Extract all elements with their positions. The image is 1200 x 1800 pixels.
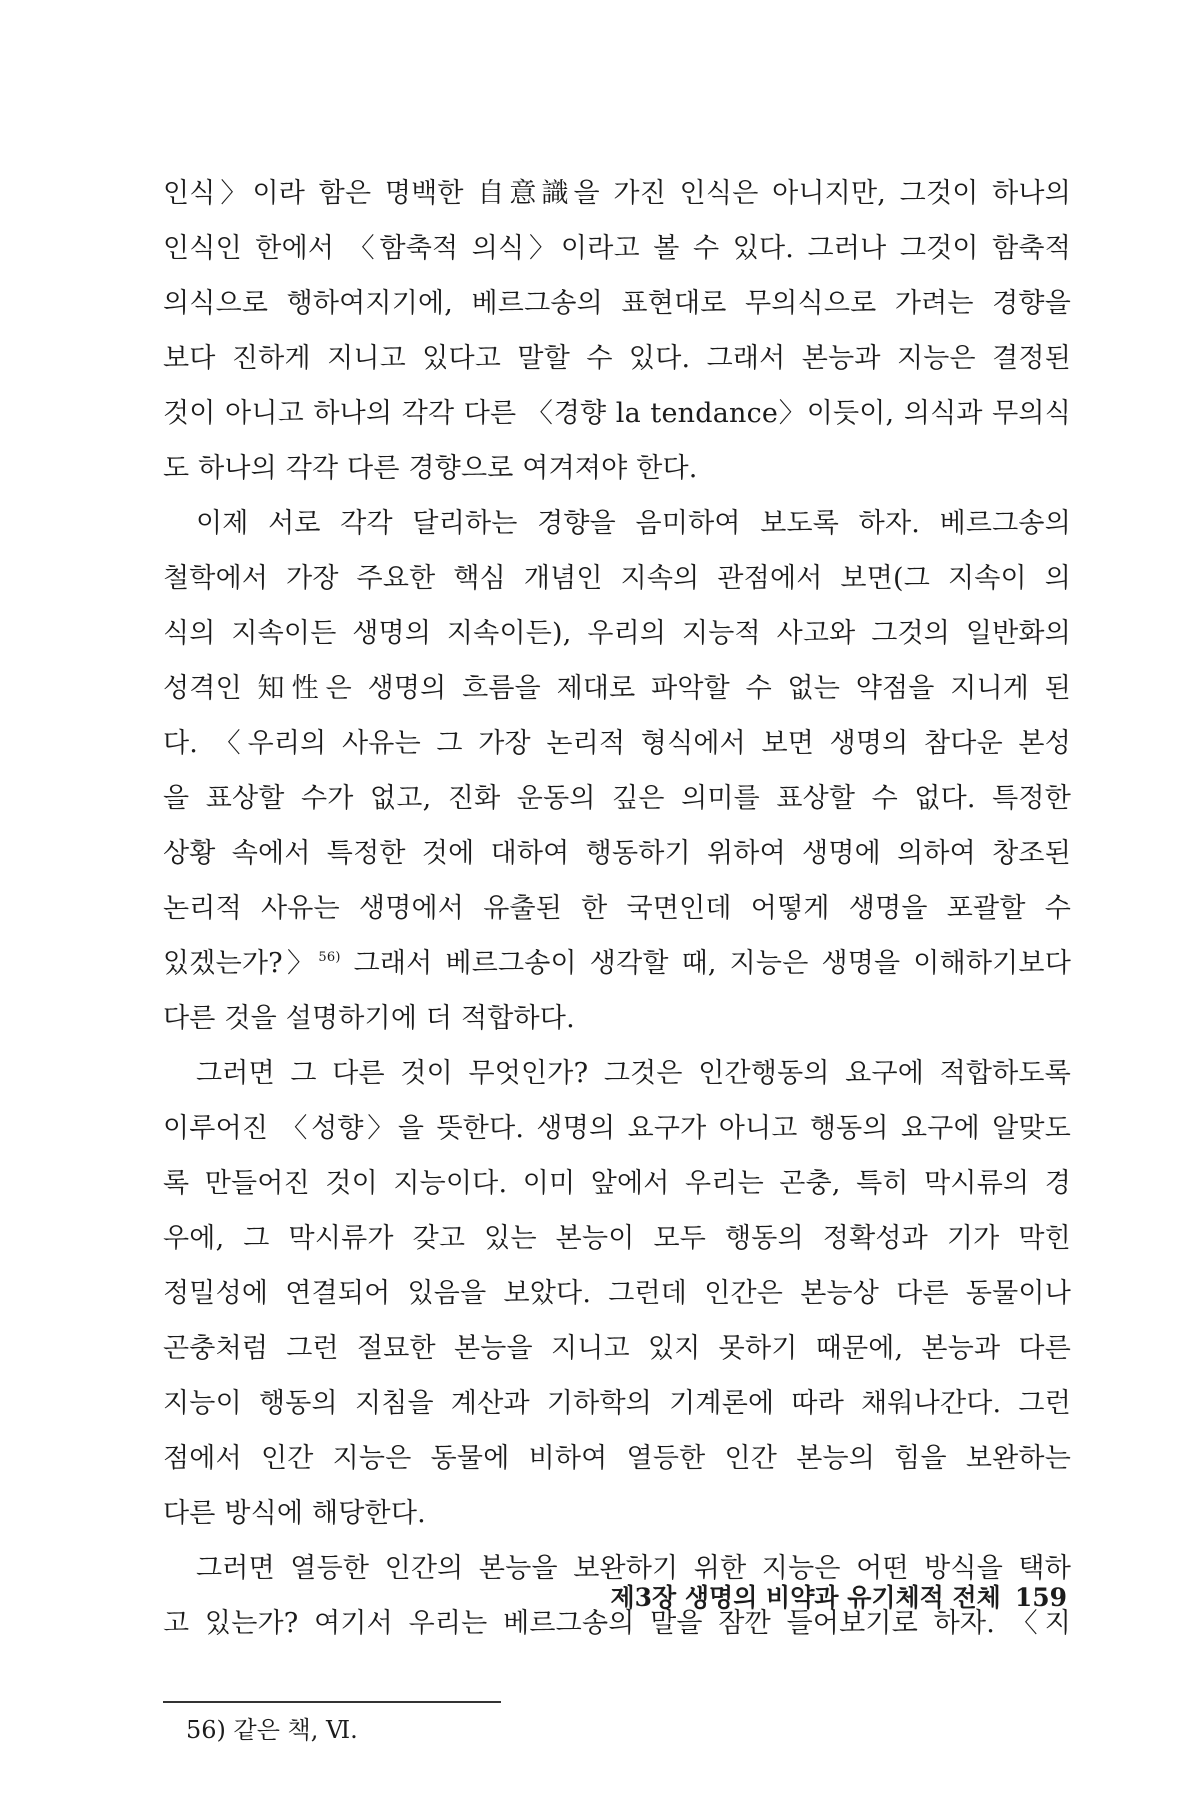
footnote-reference: 56) xyxy=(318,950,341,965)
text-line: 을 표상할 수가 없고, 진화 운동의 깊은 의미를 표상할 수 없다. 특정한 xyxy=(163,783,1071,814)
text-line: 다른 것을 설명하기에 더 적합하다. xyxy=(163,1003,575,1034)
paragraph xyxy=(163,496,1071,1046)
text-line: 다. 〈우리의 사유는 그 가장 논리적 형식에서 보면 생명의 참다운 본성 xyxy=(163,728,1071,759)
page-footer xyxy=(0,1578,1067,1618)
text-line: 곤충처럼 그런 절묘한 본능을 지니고 있지 못하기 때문에, 본능과 다른 xyxy=(163,1333,1071,1364)
paragraph xyxy=(163,1046,1071,1541)
text-line: 그러면 열등한 인간의 본능을 보완하기 위한 지능은 어떤 방식을 택하 xyxy=(196,1553,1071,1584)
text-line: 다른 방식에 해당한다. xyxy=(163,1498,426,1529)
footnote: 56) 같은 책, Ⅵ. xyxy=(186,1716,358,1744)
text-line: 의식으로 행하여지기에, 베르그송의 표현대로 무의식으로 가려는 경향을 xyxy=(163,288,1071,319)
text-line: 록 만들어진 것이 지능이다. 이미 앞에서 우리는 곤충, 특히 막시류의 경 xyxy=(163,1168,1071,1199)
text-line: 점에서 인간 지능은 동물에 비하여 열등한 인간 본능의 힘을 보완하는 xyxy=(163,1443,1071,1474)
text-line: 성격인 知性은 생명의 흐름을 제대로 파악할 수 없는 약점을 지니게 된 xyxy=(163,673,1071,704)
running-title: 제3장 생명의 비약과 유기체적 전체 xyxy=(610,1583,1001,1612)
text-line: 도 하나의 각각 다른 경향으로 여겨져야 한다. xyxy=(163,453,698,484)
page-number: 159 xyxy=(1014,1583,1067,1612)
paragraph xyxy=(163,166,1071,496)
text-line: 보다 진하게 지니고 있다고 말할 수 있다. 그래서 본능과 지능은 결정된 xyxy=(163,343,1071,374)
text-line: 철학에서 가장 주요한 핵심 개념인 지속의 관점에서 보면(그 지속이 의 xyxy=(163,563,1071,594)
text-line: 인식인 한에서 〈함축적 의식〉이라고 볼 수 있다. 그러나 그것이 함축적 xyxy=(163,233,1071,264)
body-text xyxy=(163,166,1071,1651)
text-line: 지능이 행동의 지침을 계산과 기하학의 기계론에 따라 채워나간다. 그런 xyxy=(163,1388,1071,1419)
text-line: 상황 속에서 특정한 것에 대하여 행동하기 위하여 생명에 의하여 창조된 xyxy=(163,838,1071,869)
text-line: 정밀성에 연결되어 있음을 보았다. 그런데 인간은 본능상 다른 동물이나 xyxy=(163,1278,1071,1309)
footnote-rule xyxy=(163,1701,501,1703)
text-line: 논리적 사유는 생명에서 유출된 한 국면인데 어떻게 생명을 포괄할 수 xyxy=(163,893,1071,924)
text-line: 것이 아니고 하나의 각각 다른 〈경향 la tendance〉이듯이, 의식과 무의식 xyxy=(163,398,1071,429)
text-line: 고 있는가? 여기서 우리는 베르그송의 말을 잠깐 들어보기로 하자. 〈지 xyxy=(163,1608,1071,1639)
text-line: 그러면 그 다른 것이 무엇인가? 그것은 인간행동의 요구에 적합하도록 xyxy=(196,1058,1071,1089)
text-line: 이루어진 〈성향〉을 뜻한다. 생명의 요구가 아니고 행동의 요구에 알맞도 xyxy=(163,1113,1071,1144)
text-line: 우에, 그 막시류가 갖고 있는 본능이 모두 행동의 정확성과 기가 막힌 xyxy=(163,1223,1071,1254)
text-line: 인식〉이라 함은 명백한 自意識을 가진 인식은 아니지만, 그것이 하나의 xyxy=(163,178,1071,209)
text-line: 식의 지속이든 생명의 지속이든), 우리의 지능적 사고와 그것의 일반화의 xyxy=(163,618,1071,649)
text-line: 있겠는가?〉$^{56)}$ 그래서 베르그송이 생각할 때, 지능은 생명을 이해하기보다 xyxy=(163,948,1071,979)
text-line: 이제 서로 각각 달리하는 경향을 음미하여 보도록 하자. 베르그송의 xyxy=(196,508,1071,539)
